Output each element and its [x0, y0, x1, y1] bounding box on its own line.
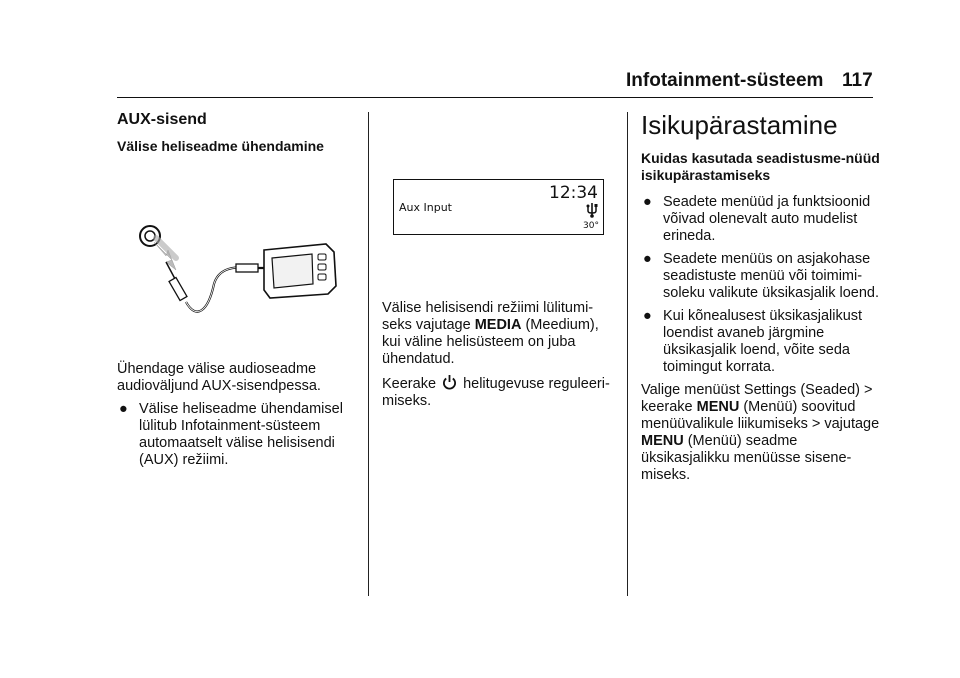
page-header-title: Infotainment-süsteem: [626, 70, 824, 91]
list-item: [641, 308, 881, 376]
list-item: [117, 401, 357, 469]
bullet-mark: ●: [119, 401, 128, 417]
middle-column-body: [382, 300, 618, 416]
aux-cable-device-illustration: [136, 222, 346, 322]
bullet-text: Kui kõnealusest üksikasjalikust loendist avaneb järgmine üksikasjalik loend, võite seda toimingut korrata.: [663, 308, 863, 375]
bullet-text: Seadete menüüd ja funktsioonid võivad olenevalt auto mudelist erineda.: [663, 194, 871, 244]
header-divider: [117, 97, 873, 98]
display-clock: 12:34: [549, 183, 598, 203]
subsection-title: Välise heliseadme ühendamine: [117, 138, 324, 154]
usb-icon: [585, 202, 599, 218]
list-item: [641, 194, 881, 245]
volume-text-2: helitugevuse reguleeri-miseks.: [382, 376, 610, 409]
volume-text-1: Keerake: [382, 376, 441, 392]
aux-paragraph: Ühendage välise audioseadme audioväljund AUX-sisendpessa.: [117, 361, 321, 394]
settings-text-1: Valige menüüst Settings (Seaded) > keerake: [641, 382, 873, 415]
volume-paragraph: [382, 374, 618, 410]
media-text-2: (Meedium), kui väline helisüsteem on juba ühendatud.: [382, 317, 599, 367]
bullet-mark: ●: [643, 308, 652, 324]
menu-button-label: MENU: [696, 399, 740, 415]
display-source-label: Aux Input: [399, 201, 452, 214]
bullet-text: Seadete menüüs on asjakohase seadistuste menüü või toimimi-soleku valikute üksikasjalik loend.: [663, 251, 879, 301]
column-divider-left: [368, 112, 369, 596]
list-item: [641, 251, 881, 302]
bullet-text: Välise heliseadme ühendamisel lülitub Infotainment-süsteem automaatselt välise helisisendi (AUX) režiimi.: [139, 401, 343, 468]
left-column: [117, 111, 357, 155]
bullet-mark: ●: [643, 194, 652, 210]
column-divider-right: [627, 112, 628, 596]
section-title-personalization: Isikupärastamine: [641, 110, 838, 140]
left-column-body: [117, 361, 357, 475]
media-paragraph: [382, 300, 618, 368]
settings-paragraph: [641, 382, 881, 484]
bullet-mark: ●: [643, 251, 652, 267]
settings-text-2: (Menüü) soovitud menüüvalikule liikumiseks > vajutage: [641, 399, 880, 432]
settings-text-3: (Menüü) seadme üksikasjalikku menüüsse sisene-miseks.: [641, 433, 852, 483]
display-temperature: 30°: [583, 221, 599, 231]
page-number: 117: [842, 70, 873, 91]
section-title: AUX-sisend: [117, 111, 207, 128]
subsection-title-settings: Kuidas kasutada seadistusme-nüüd isikupärastamiseks: [641, 150, 880, 183]
media-text-1: Välise helisisendi režiimi lülitumi-seks vajutage: [382, 300, 594, 333]
menu-button-label: MENU: [641, 433, 684, 449]
media-button-label: MEDIA: [474, 317, 522, 333]
right-column: [641, 110, 881, 490]
radio-display-illustration: [393, 179, 604, 235]
power-knob-icon: [442, 374, 457, 391]
